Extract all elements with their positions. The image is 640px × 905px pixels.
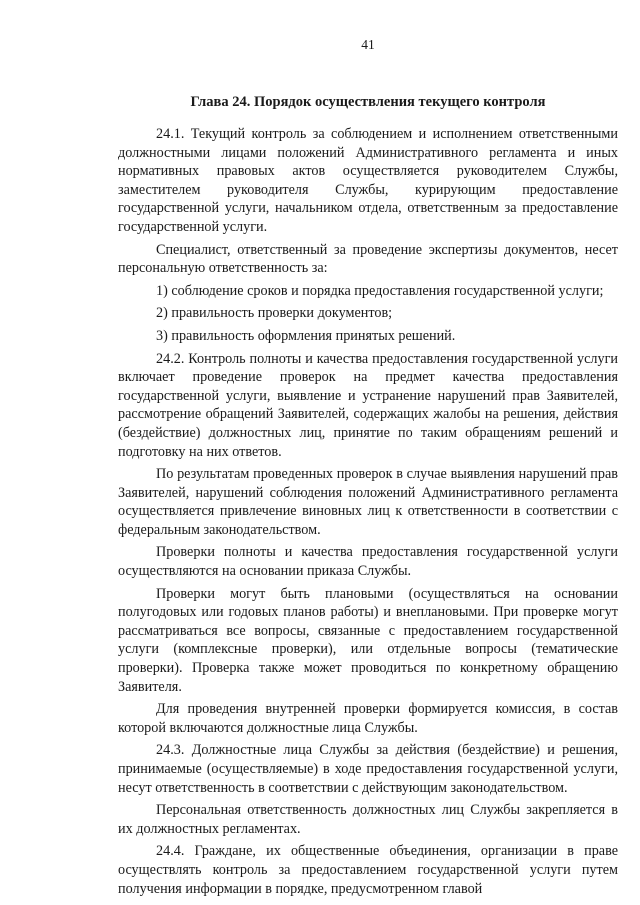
paragraph: Для проведения внутренней проверки формируется комиссия, в состав которой включаются должностные лица Службы. [118, 701, 618, 736]
page-number: 41 [361, 37, 375, 52]
paragraph: Проверки полноты и качества предоставления государственной услуги осуществляются на основании приказа Службы. [118, 544, 618, 580]
chapter-title: Глава 24. Порядок осуществления текущего контроля [190, 94, 546, 110]
paragraph: 3) правильность оформления принятых решений. [156, 327, 456, 344]
paragraph: Специалист, ответственный за проведение экспертизы документов, несет персональную ответственность за: [118, 241, 618, 277]
paragraph: 24.4. Граждане, их общественные объединения, организации в праве осуществлять контроль за предоставлением государственной услуги путем получения информации в порядке, предусмотренном главой [118, 843, 618, 897]
paragraph: 24.1. Текущий контроль за соблюдением и исполнением ответственными должностными лицами положений Административного регламента и иных нормативных правовых актов осуществляется руководителем Службы, заместителем руководителя Службы, курирующим предоставление государственной услуги, начальником отдела, ответственным за предоставление государственной услуги. [118, 126, 618, 235]
paragraph: По результатам проведенных проверок в случае выявления нарушений прав Заявителей, нарушений соблюдения положений Административного регламента осуществляется привлечение виновных лиц к ответственности в соответствии с федеральным законодательством. [118, 466, 618, 538]
body-text [118, 125, 618, 898]
paragraph: 1) соблюдение сроков и порядка предоставления государственной услуги; [156, 282, 604, 299]
paragraph: Персональная ответственность должностных лиц Службы закрепляется в их должностных регламентах. [118, 802, 618, 837]
paragraph: Проверки могут быть плановыми (осуществляться на основании полугодовых или годовых планов работы) и внеплановыми. При проверке могут рассматриваться все вопросы, связанные с предоставлением государственной услуги (комплексные проверки), или отдельные вопросы (тематические проверки). Проверка также может проводиться по конкретному обращению Заявителя. [118, 585, 618, 695]
paragraph: 2) правильность проверки документов; [156, 305, 393, 322]
paragraph: 24.2. Контроль полноты и качества предоставления государственной услуги включает проведение проверок на предмет качества предоставления государственной услуги, выявление и устранение нарушений прав Заявителей, рассмотрение обращений Заявителей, содержащих жалобы на решения, действия (бездействие) должностных лиц, принятие по таким обращениям решений и подготовку на них ответов. [118, 350, 618, 460]
paragraph: 24.3. Должностные лица Службы за действия (бездействие) и решения, принимаемые (осуществляемые) в ходе предоставления государственной услуги, несут ответственность в соответствии с действующим законодательством. [118, 742, 618, 796]
